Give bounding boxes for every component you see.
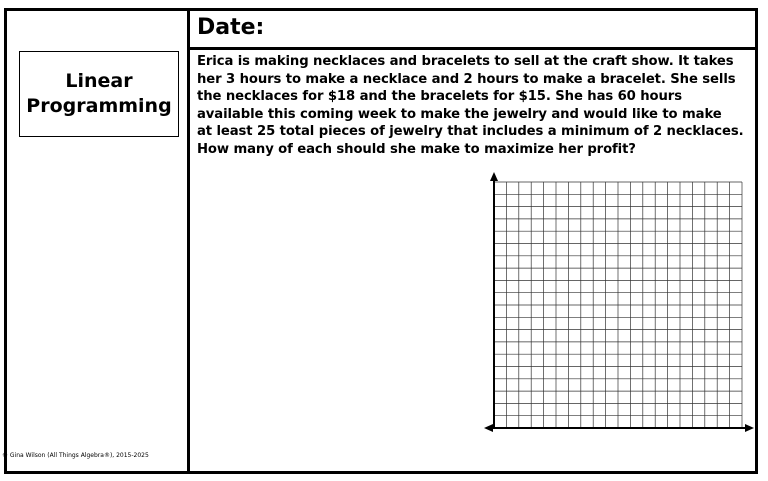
x-axis-arrow-left-icon xyxy=(484,424,493,432)
problem-line: at least 25 total pieces of jewelry that includes a minimum of 2 necklaces. xyxy=(197,124,744,139)
coordinate-grid xyxy=(480,170,760,440)
y-axis-arrow-icon xyxy=(490,172,498,181)
x-axis-arrow-right-icon xyxy=(745,424,754,432)
copyright-notice: © Gina Wilson (All Things Algebra®), 2015-2025 xyxy=(2,452,149,459)
topic-title-line-2: Programming xyxy=(26,95,172,117)
grid-lines xyxy=(494,182,742,428)
problem-line: her 3 hours to make a necklace and 2 hours to make a bracelet. She sells xyxy=(197,71,736,87)
topic-title-box xyxy=(19,51,179,137)
word-problem xyxy=(197,53,757,158)
header-divider xyxy=(190,47,755,50)
column-divider xyxy=(187,11,190,471)
topic-title-line-1: Linear xyxy=(65,70,133,92)
problem-line: How many of each should she make to maximize her profit? xyxy=(197,141,636,157)
problem-line: the necklaces for $18 and the bracelets for $15. She has 60 hours xyxy=(197,89,682,104)
date-label: Date: xyxy=(197,15,265,40)
problem-line: available this coming week to make the jewelry and would like to make xyxy=(197,106,722,122)
problem-line: Erica is making necklaces and bracelets to sell at the craft show. It takes xyxy=(197,54,734,69)
